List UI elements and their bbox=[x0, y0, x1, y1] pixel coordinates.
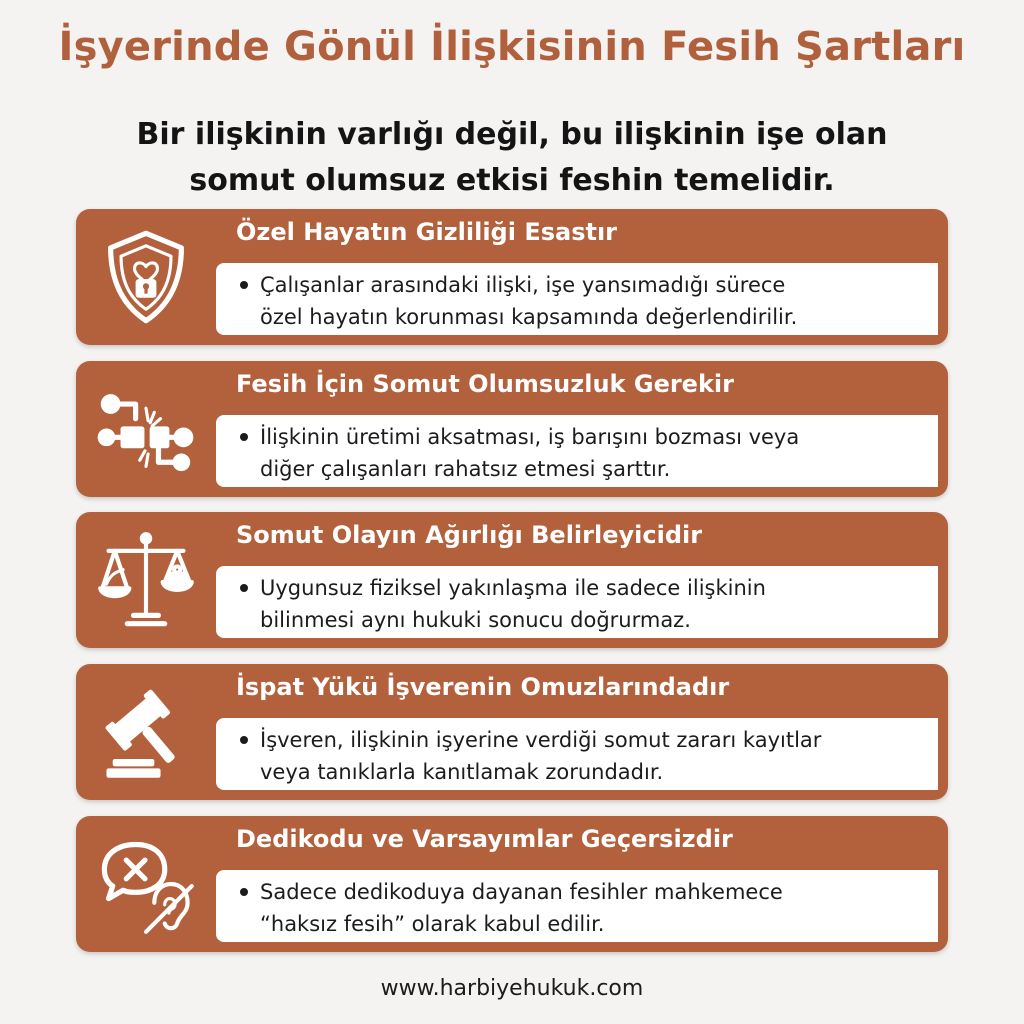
card-text-line-2: özel hayatın korunması kapsamında değerlendirilir. bbox=[260, 305, 798, 329]
card-concrete-harm bbox=[76, 361, 948, 497]
bullet-dot bbox=[240, 584, 248, 592]
card-text bbox=[236, 876, 924, 940]
card-text-line-2: “haksız fesih” olarak kabul edilir. bbox=[260, 912, 605, 936]
subtitle-line-2: somut olumsuz etkisi feshin temelidir. bbox=[189, 163, 835, 198]
balance-scale-icon bbox=[76, 512, 216, 648]
card-text-line-2: diğer çalışanları rahatsız etmesi şarttır. bbox=[260, 457, 671, 481]
page-subtitle bbox=[0, 112, 1024, 204]
card-text bbox=[236, 724, 924, 788]
card-body bbox=[216, 263, 938, 335]
card-heading: Fesih İçin Somut Olumsuzluk Gerekir bbox=[236, 370, 734, 398]
bullet-dot bbox=[240, 433, 248, 441]
card-text-line-2: veya tanıklarla kanıtlamak zorundadır. bbox=[260, 760, 664, 784]
card-text bbox=[236, 421, 924, 485]
card-body bbox=[216, 566, 938, 638]
bullet-dot bbox=[240, 736, 248, 744]
card-text-line-1: Sadece dedikoduya dayanan fesihler mahkemece bbox=[260, 880, 783, 904]
broken-workflow-icon bbox=[76, 361, 216, 497]
card-heading: Özel Hayatın Gizliliği Esastır bbox=[236, 218, 618, 246]
card-text bbox=[236, 572, 924, 636]
page-title: İşyerinde Gönül İlişkisinin Fesih Şartları bbox=[58, 24, 966, 70]
card-body bbox=[216, 718, 938, 790]
card-heading: Somut Olayın Ağırlığı Belirleyicidir bbox=[236, 521, 703, 549]
no-gossip-icon bbox=[76, 816, 216, 952]
gavel-icon bbox=[76, 664, 216, 800]
card-text-line-1: Uygunsuz fiziksel yakınlaşma ile sadece ilişkinin bbox=[260, 576, 766, 600]
card-text-line-1: Çalışanlar arasındaki ilişki, işe yansımadığı sürece bbox=[260, 273, 786, 297]
card-weight-of-event bbox=[76, 512, 948, 648]
website-url[interactable]: www.harbiyehukuk.com bbox=[380, 976, 644, 1001]
card-text-line-1: İşveren, ilişkinin işyerine verdiği somut zararı kayıtlar bbox=[260, 728, 822, 752]
card-gossip-invalid bbox=[76, 816, 948, 952]
card-text bbox=[236, 269, 924, 333]
card-body bbox=[216, 870, 938, 942]
bullet-dot bbox=[240, 888, 248, 896]
card-heading: Dedikodu ve Varsayımlar Geçersizdir bbox=[236, 825, 733, 853]
subtitle-line-1: Bir ilişkinin varlığı değil, bu ilişkinin işe olan bbox=[136, 117, 888, 152]
card-text-line-1: İlişkinin üretimi aksatması, iş barışını bozması veya bbox=[260, 425, 800, 449]
card-privacy bbox=[76, 209, 948, 345]
card-text-line-2: bilinmesi aynı hukuki sonucu doğrurmaz. bbox=[260, 608, 691, 632]
card-body bbox=[216, 415, 938, 487]
card-heading: İspat Yükü İşverenin Omuzlarındadır bbox=[236, 673, 730, 701]
bullet-dot bbox=[240, 281, 248, 289]
card-burden-of-proof bbox=[76, 664, 948, 800]
shield-lock-icon bbox=[76, 209, 216, 345]
